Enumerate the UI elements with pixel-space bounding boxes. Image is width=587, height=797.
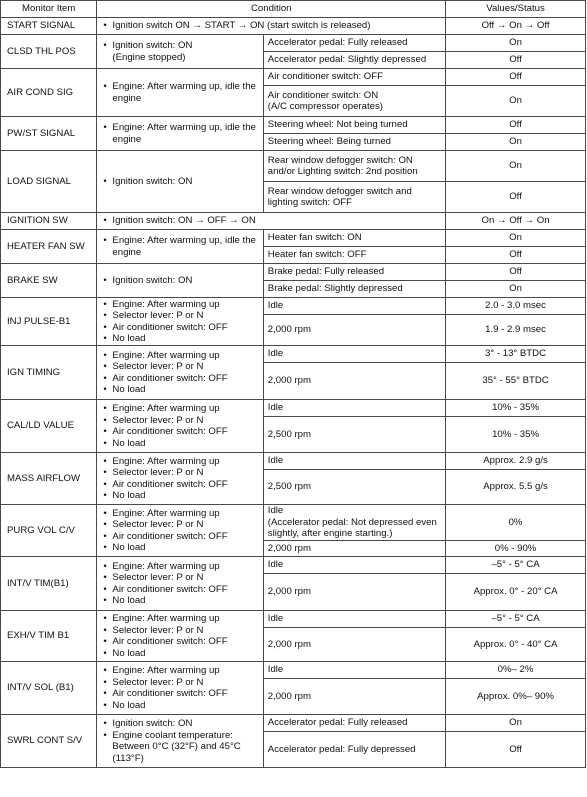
sub-condition: Accelerator pedal: Slightly depressed — [263, 52, 445, 69]
monitor-item-name: CAL/LD VALUE — [1, 400, 97, 453]
condition-bullet: • Selector lever: P or N — [101, 572, 258, 584]
condition-bullet: • Air conditioner switch: OFF — [101, 584, 258, 596]
condition-bullet: • Ignition switch: ON (Engine stopped) — [101, 40, 258, 63]
condition-bullet: • Engine: After warming up — [101, 665, 258, 677]
sub-condition: Rear window defogger switch: ON and/or Lighting switch: 2nd position — [263, 151, 445, 182]
monitor-item-name: INT/V TIM(B1) — [1, 557, 97, 611]
value-status: On — [446, 281, 586, 298]
condition-list — [101, 235, 258, 258]
condition-bullet: • Engine: After warming up — [101, 561, 258, 573]
sub-condition: 2,500 rpm — [263, 417, 445, 453]
table-row — [1, 611, 586, 628]
table-row — [1, 230, 586, 247]
condition-bullet: • Selector lever: P or N — [101, 467, 258, 479]
condition-bullet: • No load — [101, 595, 258, 607]
condition-cell — [97, 298, 263, 346]
condition-bullet: • Selector lever: P or N — [101, 677, 258, 689]
condition-cell — [97, 117, 263, 151]
condition-cell — [97, 453, 263, 505]
sub-condition: Accelerator pedal: Fully released — [263, 715, 445, 732]
value-status: On — [446, 151, 586, 182]
condition-list — [101, 350, 258, 396]
condition-bullet: • No load — [101, 384, 258, 396]
sub-condition: Idle — [263, 662, 445, 679]
condition-bullet: • No load — [101, 648, 258, 660]
condition-list — [101, 299, 258, 345]
condition-bullet: • Selector lever: P or N — [101, 625, 258, 637]
monitor-item-name: IGN TIMING — [1, 346, 97, 400]
sub-condition: 2,000 rpm — [263, 363, 445, 400]
condition-list — [101, 215, 441, 227]
monitor-item-name: IGNITION SW — [1, 213, 97, 230]
sub-condition: Accelerator pedal: Fully released — [263, 35, 445, 52]
value-status: 3° - 13° BTDC — [446, 346, 586, 363]
sub-condition: Air conditioner switch: OFF — [263, 69, 445, 86]
header-condition: Condition — [97, 1, 446, 18]
sub-condition: Steering wheel: Being turned — [263, 134, 445, 151]
sub-condition: Idle (Accelerator pedal: Not depressed even slightly, after engine starting.) — [263, 505, 445, 541]
condition-list — [101, 40, 258, 63]
monitor-item-name: INT/V SOL (B1) — [1, 662, 97, 715]
value-status: On → Off → On — [446, 213, 586, 230]
condition-list — [101, 122, 258, 145]
sub-condition: Idle — [263, 346, 445, 363]
sub-condition: Idle — [263, 453, 445, 470]
condition-bullet: • No load — [101, 333, 258, 345]
value-status: 10% - 35% — [446, 417, 586, 453]
table-row — [1, 151, 586, 182]
condition-bullet: • Engine: After warming up — [101, 299, 258, 311]
value-status: –5° - 5° CA — [446, 557, 586, 574]
condition-bullet: • Selector lever: P or N — [101, 361, 258, 373]
condition-cell — [97, 505, 263, 557]
sub-condition: 2,000 rpm — [263, 574, 445, 611]
sub-condition: Steering wheel: Not being turned — [263, 117, 445, 134]
value-status: 0%– 2% — [446, 662, 586, 679]
value-status: 0% - 90% — [446, 541, 586, 557]
value-status: Approx. 0° - 20° CA — [446, 574, 586, 611]
condition-bullet: • Engine: After warming up — [101, 456, 258, 468]
value-status: On — [446, 134, 586, 151]
table-row — [1, 505, 586, 541]
value-status: Approx. 5.5 g/s — [446, 470, 586, 505]
condition-bullet: • Engine: After warming up, idle the engine — [101, 122, 258, 145]
monitor-item-name: CLSD THL POS — [1, 35, 97, 69]
value-status: Off — [446, 732, 586, 768]
table-row — [1, 715, 586, 732]
condition-cell — [97, 264, 263, 298]
sub-condition: Brake pedal: Fully released — [263, 264, 445, 281]
table-row — [1, 213, 586, 230]
condition-list — [101, 20, 441, 32]
sub-condition: 2,000 rpm — [263, 628, 445, 662]
condition-list — [101, 176, 258, 188]
sub-condition: Brake pedal: Slightly depressed — [263, 281, 445, 298]
monitor-item-name: MASS AIRFLOW — [1, 453, 97, 505]
condition-bullet: • Air conditioner switch: OFF — [101, 531, 258, 543]
condition-bullet: • Ignition switch: ON → OFF → ON — [101, 215, 441, 227]
condition-list — [101, 718, 258, 764]
value-status: Off — [446, 182, 586, 213]
monitor-item-name: AIR COND SIG — [1, 69, 97, 117]
condition-cell — [97, 662, 263, 715]
condition-list — [101, 81, 258, 104]
table-row — [1, 298, 586, 315]
table-row — [1, 117, 586, 134]
monitor-item-name: EXH/V TIM B1 — [1, 611, 97, 662]
condition-bullet: • No load — [101, 438, 258, 450]
value-status: Off — [446, 247, 586, 264]
sub-condition: 2,000 rpm — [263, 679, 445, 715]
condition-list — [101, 561, 258, 607]
value-status: 0% — [446, 505, 586, 541]
sub-condition: Idle — [263, 611, 445, 628]
condition-list — [101, 403, 258, 449]
value-status: 1.9 - 2.9 msec — [446, 315, 586, 346]
condition-bullet: • Engine: After warming up — [101, 350, 258, 362]
condition-bullet: • No load — [101, 700, 258, 712]
condition-list — [101, 613, 258, 659]
monitor-item-name: BRAKE SW — [1, 264, 97, 298]
table-header-row — [1, 1, 586, 18]
condition-bullet: • Engine: After warming up — [101, 508, 258, 520]
condition-cell — [97, 346, 263, 400]
condition-bullet: • Ignition switch: ON — [101, 176, 258, 188]
condition-bullet: • Selector lever: P or N — [101, 415, 258, 427]
sub-condition: 2,500 rpm — [263, 470, 445, 505]
condition-cell — [97, 35, 263, 69]
condition-bullet: • Selector lever: P or N — [101, 519, 258, 531]
value-status: 2.0 - 3.0 msec — [446, 298, 586, 315]
value-status: Off — [446, 264, 586, 281]
monitor-item-name: START SIGNAL — [1, 18, 97, 35]
sub-condition: Rear window defogger switch and lighting switch: OFF — [263, 182, 445, 213]
condition-cell — [97, 400, 263, 453]
table-row — [1, 453, 586, 470]
value-status: 35° - 55° BTDC — [446, 363, 586, 400]
condition-bullet: • Air conditioner switch: OFF — [101, 479, 258, 491]
sub-condition: Accelerator pedal: Fully depressed — [263, 732, 445, 768]
value-status: Approx. 0° - 40° CA — [446, 628, 586, 662]
value-status: 10% - 35% — [446, 400, 586, 417]
monitor-item-name: PURG VOL C/V — [1, 505, 97, 557]
condition-bullet: • Engine: After warming up, idle the engine — [101, 235, 258, 258]
table-row — [1, 35, 586, 52]
table-row — [1, 18, 586, 35]
table-row — [1, 346, 586, 363]
condition-bullet: • Engine: After warming up — [101, 613, 258, 625]
value-status: Approx. 0%– 90% — [446, 679, 586, 715]
sub-condition: Heater fan switch: ON — [263, 230, 445, 247]
condition-bullet: • Engine: After warming up — [101, 403, 258, 415]
condition-cell — [97, 151, 263, 213]
value-status: Off → On → Off — [446, 18, 586, 35]
header-monitor-item: Monitor Item — [1, 1, 97, 18]
value-status: On — [446, 86, 586, 117]
condition-bullet: • No load — [101, 490, 258, 502]
condition-bullet: • Ignition switch: ON — [101, 275, 258, 287]
monitor-item-name: PW/ST SIGNAL — [1, 117, 97, 151]
value-status: On — [446, 35, 586, 52]
condition-bullet: • Air conditioner switch: OFF — [101, 373, 258, 385]
condition-list — [101, 456, 258, 502]
table-row — [1, 400, 586, 417]
monitor-item-name: INJ PULSE-B1 — [1, 298, 97, 346]
condition-cell — [97, 715, 263, 768]
condition-bullet: • No load — [101, 542, 258, 554]
value-status: Off — [446, 52, 586, 69]
sub-condition: Air conditioner switch: ON (A/C compressor operates) — [263, 86, 445, 117]
value-status: Approx. 2.9 g/s — [446, 453, 586, 470]
table-row — [1, 264, 586, 281]
condition-list — [101, 508, 258, 554]
condition-bullet: • Air conditioner switch: OFF — [101, 322, 258, 334]
table-row — [1, 662, 586, 679]
table-body — [1, 18, 586, 768]
condition-cell — [97, 18, 446, 35]
value-status: –5° - 5° CA — [446, 611, 586, 628]
table-row — [1, 69, 586, 86]
condition-bullet: • Ignition switch: ON — [101, 718, 258, 730]
condition-cell — [97, 611, 263, 662]
value-status: Off — [446, 117, 586, 134]
value-status: On — [446, 715, 586, 732]
condition-cell — [97, 230, 263, 264]
condition-cell — [97, 213, 446, 230]
condition-list — [101, 275, 258, 287]
monitor-item-name: HEATER FAN SW — [1, 230, 97, 264]
condition-bullet: • Ignition switch ON → START → ON (start switch is released) — [101, 20, 441, 32]
sub-condition: 2,000 rpm — [263, 315, 445, 346]
sub-condition: Idle — [263, 298, 445, 315]
sub-condition: Idle — [263, 400, 445, 417]
condition-bullet: • Selector lever: P or N — [101, 310, 258, 322]
condition-cell — [97, 557, 263, 611]
condition-cell — [97, 69, 263, 117]
condition-bullet: • Air conditioner switch: OFF — [101, 426, 258, 438]
table-row — [1, 557, 586, 574]
monitor-item-name: LOAD SIGNAL — [1, 151, 97, 213]
sub-condition: Heater fan switch: OFF — [263, 247, 445, 264]
condition-list — [101, 665, 258, 711]
value-status: Off — [446, 69, 586, 86]
sub-condition: 2,000 rpm — [263, 541, 445, 557]
sub-condition: Idle — [263, 557, 445, 574]
header-values-status: Values/Status — [446, 1, 586, 18]
condition-bullet: • Air conditioner switch: OFF — [101, 636, 258, 648]
condition-bullet: • Engine: After warming up, idle the engine — [101, 81, 258, 104]
condition-bullet: • Air conditioner switch: OFF — [101, 688, 258, 700]
value-status: On — [446, 230, 586, 247]
monitor-item-name: SWRL CONT S/V — [1, 715, 97, 768]
condition-bullet: • Engine coolant temperature: Between 0°C (32°F) and 45°C (113°F) — [101, 730, 258, 765]
